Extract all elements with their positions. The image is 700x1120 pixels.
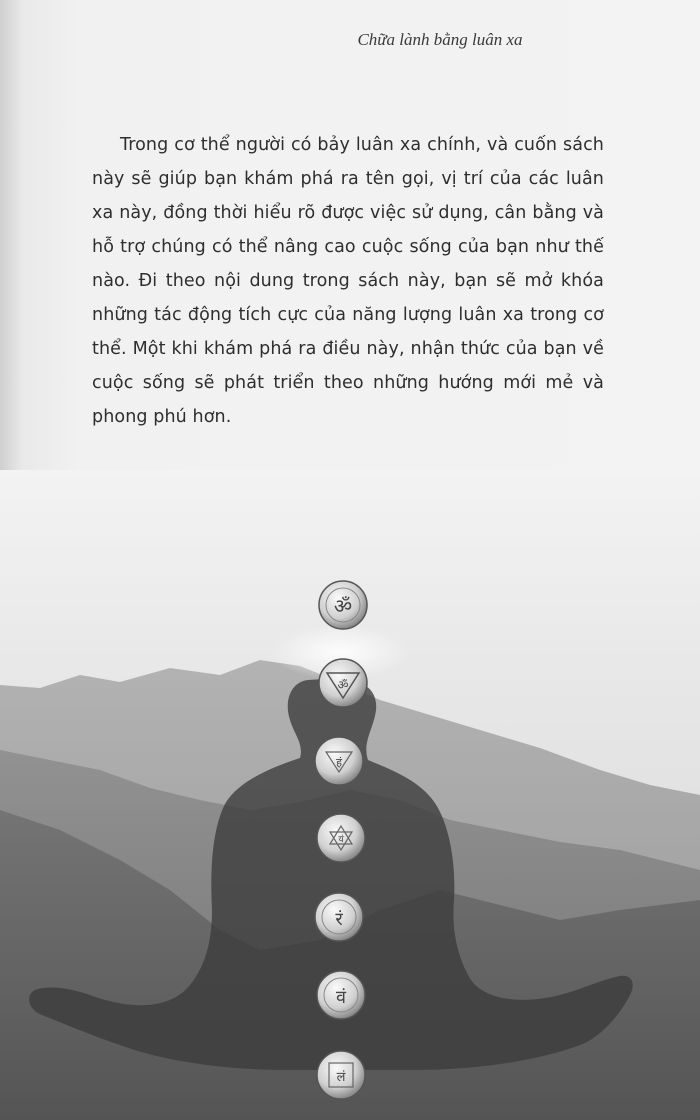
chakra-crown: [319, 581, 367, 629]
chakra-solar-plexus-glyph: रं: [335, 909, 343, 930]
chakra-solar-plexus: [315, 893, 363, 941]
chakra-throat: [315, 737, 363, 785]
chakra-crown-glyph: ॐ: [333, 594, 353, 618]
chakra-root: [317, 1051, 365, 1099]
meditation-illustration: [0, 470, 700, 1120]
chakra-sacral-glyph: वं: [335, 987, 347, 1008]
chakra-throat-glyph: हं: [336, 756, 342, 769]
body-paragraph: Trong cơ thể người có bảy luân xa chính, và cuốn sách này sẽ giúp bạn khám phá ra tên gọi, vị trí của các luân xa này, đồng thời hiểu rõ được việc sử dụng, cân bằng và hỗ trợ chúng có thể nâng cao cuộc sống của bạn như thế nào. Đi theo nội dung trong sách này, bạn sẽ mở khóa những tác động tích cực của năng lượng luân xa trong cơ thể. Một khi khám phá ra điều này, nhận thức của bạn về cuộc sống sẽ phát triển theo những hướng mới mẻ và phong phú hơn.: [92, 135, 604, 427]
chakra-third-eye: [319, 659, 367, 707]
chakra-heart-glyph: यं: [338, 835, 344, 845]
running-header-title: Chữa lành bằng luân xa: [357, 30, 523, 49]
chakra-root-glyph: लं: [336, 1070, 346, 1085]
chakra-heart: [317, 814, 365, 862]
chakra-third-eye-glyph: ॐ: [337, 678, 349, 692]
chakra-sacral: [317, 971, 365, 1019]
